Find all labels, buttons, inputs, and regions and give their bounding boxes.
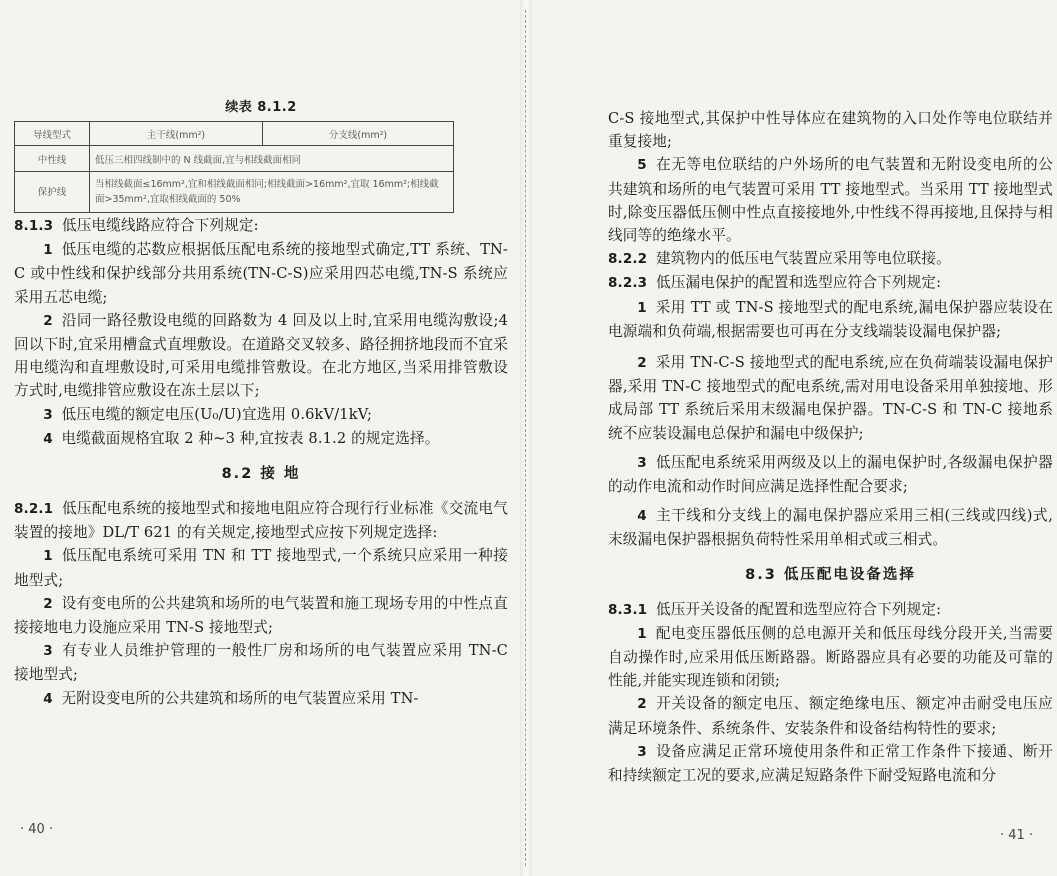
- clause-text: 低压漏电保护的配置和选型应符合下列规定:: [655, 274, 942, 292]
- clause-8-1-3: [14, 214, 508, 238]
- list-item: [14, 427, 508, 451]
- item-number: 3: [43, 643, 53, 660]
- clause-number: 8.2.3: [608, 275, 648, 292]
- item-text: 电缆截面规格宜取 2 种~3 种,宜按表 8.1.2 的规定选择。: [61, 429, 440, 447]
- left-page: [0, 0, 520, 876]
- clause-number: 8.2.2: [608, 251, 648, 268]
- item-number: 1: [43, 548, 53, 565]
- section-heading-8-2: 8.2 接 地: [221, 466, 301, 483]
- list-item: [14, 544, 508, 591]
- item-number: 3: [637, 454, 647, 471]
- table-caption: 续表 8.1.2: [225, 100, 297, 115]
- list-item: [14, 639, 508, 686]
- item-number: 2: [43, 312, 53, 329]
- left-page-content: [14, 96, 508, 711]
- item-text: 沿同一路径敷设电缆的回路数为 4 回及以上时,宜采用电缆沟敷设;4 回以下时,宜采用槽盒式直埋敷设。在道路交叉较多、路径拥挤地段而不宜采用电缆沟和直埋敷设时,可采用电缆排管敷设。在北方地区,当采用排管敷设方式时,电缆排管应敷设在冻土层以下;: [14, 311, 508, 400]
- table-header-row: [15, 122, 454, 146]
- table-row: [15, 146, 454, 172]
- item-text: 低压电缆的额定电压(U₀/U)宜选用 0.6kV/1kV;: [61, 405, 373, 423]
- page-number: · 40 ·: [20, 822, 54, 837]
- item-text: 低压电缆的芯数应根据低压配电系统的接地型式确定,TT 系统、TN-C 或中性线和保护线部分共用系统(TN-C-S)应采用四芯电缆,TN-S 系统应采用五芯电缆;: [14, 241, 508, 306]
- item-number: 2: [637, 355, 647, 372]
- list-item: [608, 451, 1053, 498]
- clause-text: 低压开关设备的配置和选型应符合下列规定:: [655, 600, 942, 618]
- clause-text: 低压配电系统的接地型式和接地电阻应符合现行行业标准《交流电气装置的接地》DL/T 621 的有关规定,接地型式应按下列规定选择:: [14, 500, 508, 542]
- item-text: 低压配电系统可采用 TN 和 TT 接地型式,一个系统只应采用一种接地型式;: [14, 547, 508, 589]
- item-text: 在无等电位联结的户外场所的电气装置和无附设变电所的公共建筑和场所的电气装置可采用 TT 接地型式。当采用 TT 接地型式时,除变压器低压侧中性点直接接地外,中性线不得再接地,且保持与相线同等的绝缘水平。: [608, 156, 1053, 245]
- item-text: 设备应满足正常环境使用条件和正常工作条件下接通、断开和持续额定工况的要求,应满足短路条件下耐受短路电流和分: [608, 742, 1053, 785]
- list-item: [14, 687, 508, 711]
- item-text: 有专业人员维护管理的一般性厂房和场所的电气装置应采用 TN-C 接地型式;: [14, 642, 508, 684]
- right-page-content: [608, 107, 1053, 787]
- list-item: [608, 296, 1053, 343]
- table-row-label: 保护线: [15, 172, 90, 213]
- list-item: [14, 238, 508, 309]
- table-header-cell: 分支线(mm²): [263, 122, 454, 146]
- item-number: 1: [637, 299, 647, 316]
- list-item: [608, 622, 1053, 693]
- item-text: 无附设变电所的公共建筑和场所的电气装置应采用 TN-: [61, 689, 419, 707]
- clause-number: 8.2.1: [14, 501, 54, 518]
- list-item: [608, 740, 1053, 787]
- list-item: [608, 351, 1053, 445]
- item-number: 2: [43, 595, 53, 612]
- item-number: 4: [43, 690, 53, 707]
- clause-number: 8.3.1: [608, 601, 648, 618]
- clause-8-2-1: [14, 497, 508, 544]
- table-cell: 当相线截面≤16mm²,宜和相线截面相同;相线截面>16mm²,宜取 16mm²;相线截面>35mm²,宜取相线截面的 50%: [90, 172, 454, 213]
- table-row: [15, 172, 454, 213]
- list-item: [608, 692, 1053, 739]
- item-number: 2: [637, 696, 647, 713]
- item-number: 1: [637, 625, 647, 642]
- list-item: [608, 504, 1053, 551]
- item-number: 5: [637, 157, 647, 174]
- page-number: · 41 ·: [1000, 828, 1034, 843]
- table-row-label: 中性线: [15, 146, 90, 172]
- clause-8-3-1: [608, 598, 1053, 622]
- right-page: [532, 0, 1057, 876]
- item-text: 开关设备的额定电压、额定绝缘电压、额定冲击耐受电压应满足环境条件、系统条件、安装条件和设备结构特性的要求;: [608, 695, 1053, 737]
- item-text: 采用 TT 或 TN-S 接地型式的配电系统,漏电保护器应装设在电源端和负荷端,根据需要也可再在分支线端装设漏电保护器;: [608, 298, 1053, 340]
- clause-text: 低压电缆线路应符合下列规定:: [61, 217, 259, 234]
- list-item: [14, 309, 508, 403]
- book-gutter: [520, 0, 532, 876]
- item-number: 3: [43, 406, 53, 423]
- clause-8-2-3: [608, 271, 1053, 295]
- list-item: [608, 153, 1053, 247]
- clause-number: 8.1.3: [14, 218, 54, 234]
- table-header-cell: 导线型式: [15, 122, 90, 146]
- item-text: 配电变压器低压侧的总电源开关和低压母线分段开关,当需要自动操作时,应采用低压断路器。断路器应具有必要的功能及可靠的性能,并能实现连锁和闭锁;: [608, 624, 1053, 690]
- item-text: 主干线和分支线上的漏电保护器应采用三相(三线或四线)式,末级漏电保护器根据负荷特性采用单相式或三相式。: [608, 507, 1053, 549]
- clause-8-2-2: [608, 247, 1053, 271]
- list-item: [14, 403, 508, 427]
- continued-table-8-1-2: [14, 121, 454, 213]
- item-number: 4: [637, 508, 647, 525]
- continued-text: C-S 接地型式,其保护中性导体应在建筑物的入口处作等电位联结并重复接地;: [608, 110, 1053, 151]
- item-text: 低压配电系统采用两级及以上的漏电保护时,各级漏电保护器的动作电流和动作时间应满足选择性配合要求;: [608, 453, 1053, 496]
- item-number: 4: [43, 430, 53, 447]
- table-header-cell: 主干线(mm²): [90, 122, 263, 146]
- list-item: [14, 592, 508, 639]
- section-heading-8-3: 8.3 低压配电设备选择: [745, 566, 916, 583]
- item-text: 设有变电所的公共建筑和场所的电气装置和施工现场专用的中性点直接接地电力设施应采用 TN-S 接地型式;: [14, 594, 508, 637]
- item-number: 1: [43, 242, 53, 259]
- item-number: 3: [637, 743, 647, 760]
- clause-text: 建筑物内的低压电气装置应采用等电位联接。: [655, 250, 951, 268]
- item-text: 采用 TN-C-S 接地型式的配电系统,应在负荷端装设漏电保护器,采用 TN-C 接地型式的配电系统,需对用电设备采用单独接地、形成局部 TT 系统后采用末级漏电保护器。TN-C-S 和 TN-C 接地系统不应装设漏电总保护和漏电中级保护;: [608, 354, 1053, 442]
- table-cell: 低压三相四线制中的 N 线截面,宜与相线截面相同: [90, 146, 454, 172]
